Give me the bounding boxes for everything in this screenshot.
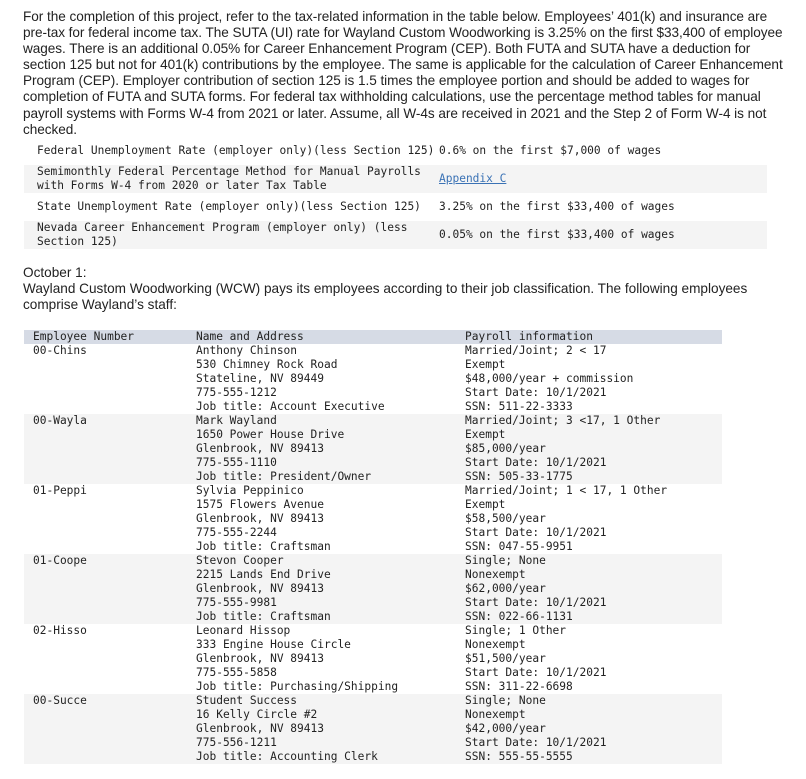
employee-start-date: Start Date: 10/1/2021 bbox=[465, 736, 607, 749]
employee-street: 1575 Flowers Avenue bbox=[196, 498, 324, 511]
employee-ssn: SSN: 047-55-9951 bbox=[465, 540, 573, 553]
tax-info-table bbox=[24, 137, 767, 249]
table-row bbox=[24, 554, 722, 624]
employee-job-title: Job title: President/Owner bbox=[196, 470, 372, 483]
employee-phone: 775-555-1212 bbox=[196, 386, 277, 399]
table-row bbox=[24, 484, 722, 554]
employee-job-title: Job title: Accounting Clerk bbox=[196, 750, 378, 763]
employee-phone: 775-556-1211 bbox=[196, 736, 277, 749]
intro-paragraph: For the completion of this project, refer to the tax-related information in the table below. Employees’ 401(k) and insurance are pre-tax for federal income tax. The SUTA (UI) rate for Wayland Custom Woodworking is 3.25% on the first $33,400 of employee wages. There is an additional 0.05% for Career Enhancement Program (CEP). Both FUTA and SUTA have a deduction for section 125 but not for 401(k) contributions by the employee. The same is applicable for the calculation of Career Enhancement Program (CEP). Employer contribution of section 125 is 1.5 times the employee portion and should be added to wages for completion of FUTA and SUTA forms. For federal tax withholding calculations, use the percentage method tables for manual payroll systems with Forms W-4 from 2021 or later. Assume, all W-4s are received in 2021 and the Step 2 of Form W-4 is not checked. bbox=[23, 9, 783, 137]
employee-street: 16 Kelly Circle #2 bbox=[196, 708, 318, 721]
tax-row-label: State Unemployment Rate (employer only)(less Section 125) bbox=[37, 200, 421, 213]
employee-name: Leonard Hissop bbox=[196, 624, 291, 637]
table-row bbox=[24, 344, 722, 414]
tax-row-cep bbox=[24, 221, 767, 249]
table-row bbox=[24, 414, 722, 484]
header-employee-number: Employee Number bbox=[24, 330, 196, 344]
header-payroll-info: Payroll information bbox=[465, 330, 722, 344]
employee-exempt-status: Nonexempt bbox=[465, 638, 526, 651]
section-date: October 1: bbox=[23, 265, 87, 280]
employee-exempt-status: Exempt bbox=[465, 358, 506, 371]
employee-filing-status: Single; None bbox=[465, 554, 546, 567]
employee-city: Glenbrook, NV 89413 bbox=[196, 582, 324, 595]
tax-row-suta bbox=[24, 193, 767, 221]
tax-row-federal-withholding bbox=[24, 165, 767, 193]
employee-filing-status: Married/Joint; 3 <17, 1 Other bbox=[465, 414, 661, 427]
employee-name: Sylvia Peppinico bbox=[196, 484, 304, 497]
employee-start-date: Start Date: 10/1/2021 bbox=[465, 526, 607, 539]
employee-phone: 775-555-5858 bbox=[196, 666, 277, 679]
employee-filing-status: Single; 1 Other bbox=[465, 624, 567, 637]
employee-ssn: SSN: 311-22-6698 bbox=[465, 680, 573, 693]
employee-job-title: Job title: Craftsman bbox=[196, 540, 331, 553]
employee-ssn: SSN: 022-66-1131 bbox=[465, 610, 573, 623]
employee-number: 00-Wayla bbox=[33, 414, 87, 427]
employee-name: Mark Wayland bbox=[196, 414, 277, 427]
employee-street: 333 Engine House Circle bbox=[196, 638, 351, 651]
october-section bbox=[23, 265, 793, 313]
employee-table-header bbox=[24, 330, 722, 344]
employee-filing-status: Married/Joint; 1 < 17, 1 Other bbox=[465, 484, 668, 497]
tax-row-futa bbox=[24, 137, 767, 165]
employee-name: Stevon Cooper bbox=[196, 554, 284, 567]
employee-phone: 775-555-1110 bbox=[196, 456, 277, 469]
employee-street: 1650 Power House Drive bbox=[196, 428, 345, 441]
employee-name: Anthony Chinson bbox=[196, 344, 298, 357]
employee-filing-status: Single; None bbox=[465, 694, 546, 707]
employee-exempt-status: Exempt bbox=[465, 428, 506, 441]
employee-number: 02-Hisso bbox=[33, 624, 87, 637]
tax-row-label: Federal Unemployment Rate (employer only)(less Section 125) bbox=[37, 144, 435, 157]
employee-pay: $58,500/year bbox=[465, 512, 546, 525]
employee-exempt-status: Exempt bbox=[465, 498, 506, 511]
employee-pay: $85,000/year bbox=[465, 442, 546, 455]
employee-job-title: Job title: Purchasing/Shipping bbox=[196, 680, 399, 693]
employee-city: Glenbrook, NV 89413 bbox=[196, 652, 324, 665]
table-row bbox=[24, 694, 722, 764]
employee-name: Student Success bbox=[196, 694, 298, 707]
employee-phone: 775-555-9981 bbox=[196, 596, 277, 609]
employee-filing-status: Married/Joint; 2 < 17 bbox=[465, 344, 607, 357]
employee-number: 01-Peppi bbox=[33, 484, 87, 497]
employee-ssn: SSN: 505-33-1775 bbox=[465, 470, 573, 483]
employee-street: 530 Chimney Rock Road bbox=[196, 358, 338, 371]
tax-row-value: 0.05% on the first $33,400 of wages bbox=[439, 221, 767, 249]
header-name-address: Name and Address bbox=[196, 330, 465, 344]
employee-city: Glenbrook, NV 89413 bbox=[196, 442, 324, 455]
employee-city: Glenbrook, NV 89413 bbox=[196, 722, 324, 735]
tax-row-label: Semimonthly Federal Percentage Method for Manual Payrolls with Forms W-4 from 2020 or later Tax Table bbox=[24, 165, 439, 193]
tax-row-value: 3.25% on the first $33,400 of wages bbox=[439, 200, 675, 213]
employee-city: Stateline, NV 89449 bbox=[196, 372, 324, 385]
employee-exempt-status: Nonexempt bbox=[465, 708, 526, 721]
employee-start-date: Start Date: 10/1/2021 bbox=[465, 666, 607, 679]
employee-start-date: Start Date: 10/1/2021 bbox=[465, 386, 607, 399]
employee-phone: 775-555-2244 bbox=[196, 526, 277, 539]
employee-exempt-status: Nonexempt bbox=[465, 568, 526, 581]
tax-row-label: Nevada Career Enhancement Program (employer only) (less Section 125) bbox=[24, 221, 439, 249]
employee-pay: $62,000/year bbox=[465, 582, 546, 595]
employee-job-title: Job title: Account Executive bbox=[196, 400, 385, 413]
employee-job-title: Job title: Craftsman bbox=[196, 610, 331, 623]
employee-number: 00-Succe bbox=[33, 694, 87, 707]
employee-start-date: Start Date: 10/1/2021 bbox=[465, 596, 607, 609]
employee-number: 01-Coope bbox=[33, 554, 87, 567]
employee-table bbox=[24, 330, 722, 764]
tax-row-value: 0.6% on the first $7,000 of wages bbox=[439, 144, 662, 157]
employee-ssn: SSN: 555-55-5555 bbox=[465, 750, 573, 763]
employee-ssn: SSN: 511-22-3333 bbox=[465, 400, 573, 413]
table-row bbox=[24, 624, 722, 694]
employee-number: 00-Chins bbox=[33, 344, 87, 357]
employee-pay: $42,000/year bbox=[465, 722, 546, 735]
employee-start-date: Start Date: 10/1/2021 bbox=[465, 456, 607, 469]
appendix-c-link[interactable]: Appendix C bbox=[439, 172, 507, 185]
employee-pay: $48,000/year + commission bbox=[465, 372, 634, 385]
section-description: Wayland Custom Woodworking (WCW) pays its employees according to their job classification. The following employees comprise Wayland’s staff: bbox=[23, 281, 748, 313]
employee-street: 2215 Lands End Drive bbox=[196, 568, 331, 581]
employee-pay: $51,500/year bbox=[465, 652, 546, 665]
employee-city: Glenbrook, NV 89413 bbox=[196, 512, 324, 525]
